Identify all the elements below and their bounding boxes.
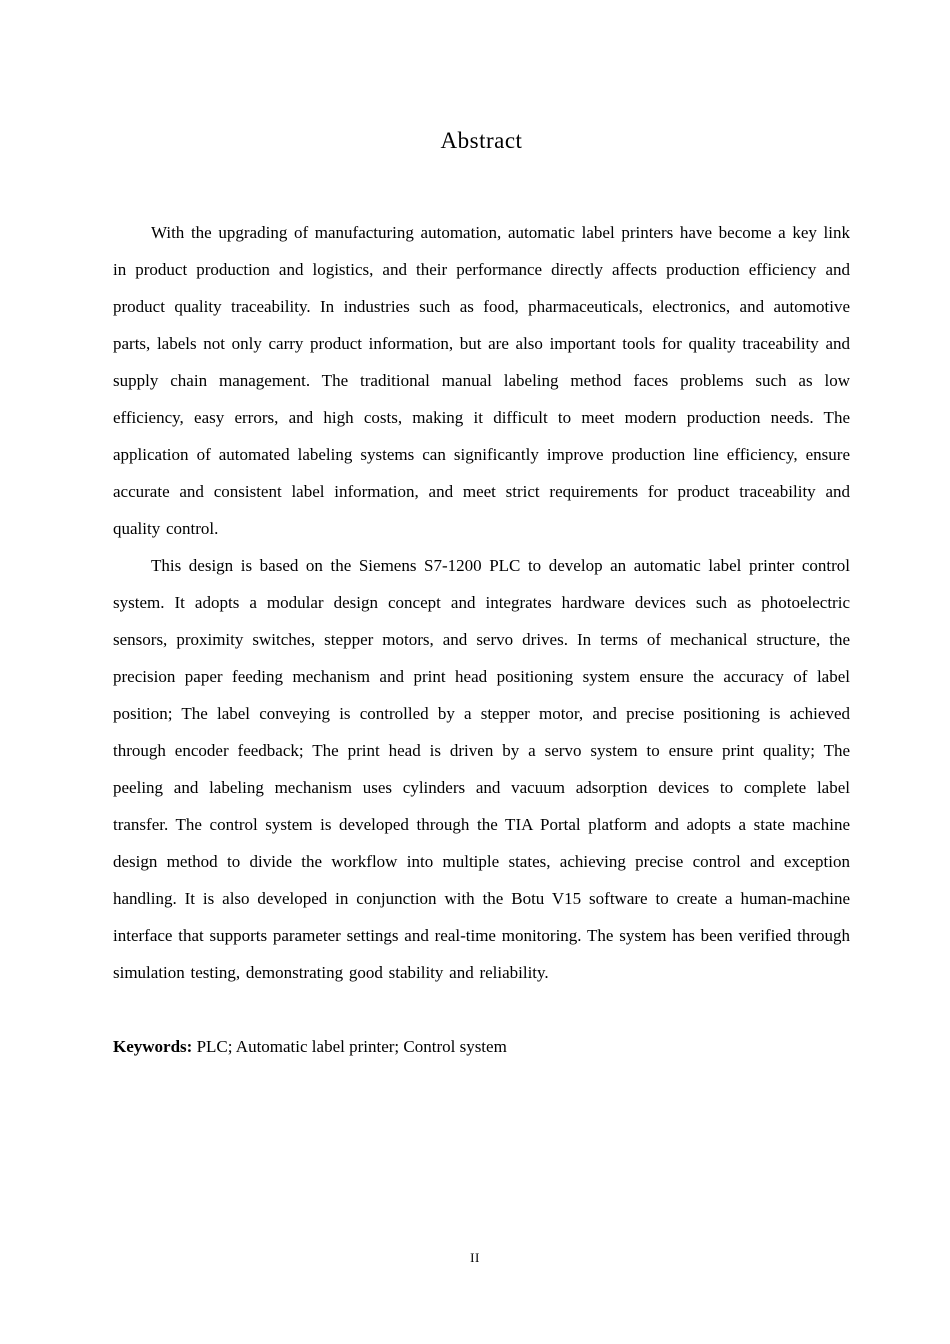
keywords-line: [113, 1028, 850, 1065]
keywords-label: Keywords:: [113, 1037, 193, 1056]
page-number: II: [470, 1250, 480, 1265]
abstract-paragraph-1: With the upgrading of manufacturing automation, automatic label printers have become a key link in product production and logistics, and their performance directly affects production efficiency and product quality traceability. In industries such as food, pharmaceuticals, electronics, and automotive parts, labels not only carry product information, but are also important tools for quality traceability and supply chain management. The traditional manual labeling method faces problems such as low efficiency, easy errors, and high costs, making it difficult to meet modern production needs. The application of automated labeling systems can significantly improve production line efficiency, ensure accurate and consistent label information, and meet strict requirements for product traceability and quality control.: [113, 223, 850, 538]
abstract-paragraph-2: This design is based on the Siemens S7-1200 PLC to develop an automatic label printer control system. It adopts a modular design concept and integrates hardware devices such as photoelectric sensors, proximity switches, stepper motors, and servo drives. In terms of mechanical structure, the precision paper feeding mechanism and print head positioning system ensure the accuracy of label position; The label conveying is controlled by a stepper motor, and precise positioning is achieved through encoder feedback; The print head is driven by a servo system to ensure print quality; The peeling and labeling mechanism uses cylinders and vacuum adsorption devices to complete label transfer. The control system is developed through the TIA Portal platform and adopts a state machine design method to divide the workflow into multiple states, achieving precise control and exception handling. It is also developed in conjunction with the Botu V15 software to create a human-machine interface that supports parameter settings and real-time monitoring. The system has been verified through simulation testing, demonstrating good stability and reliability.: [113, 556, 850, 982]
page-title: Abstract: [440, 128, 523, 153]
keywords-text: PLC; Automatic label printer; Control system: [192, 1037, 507, 1056]
